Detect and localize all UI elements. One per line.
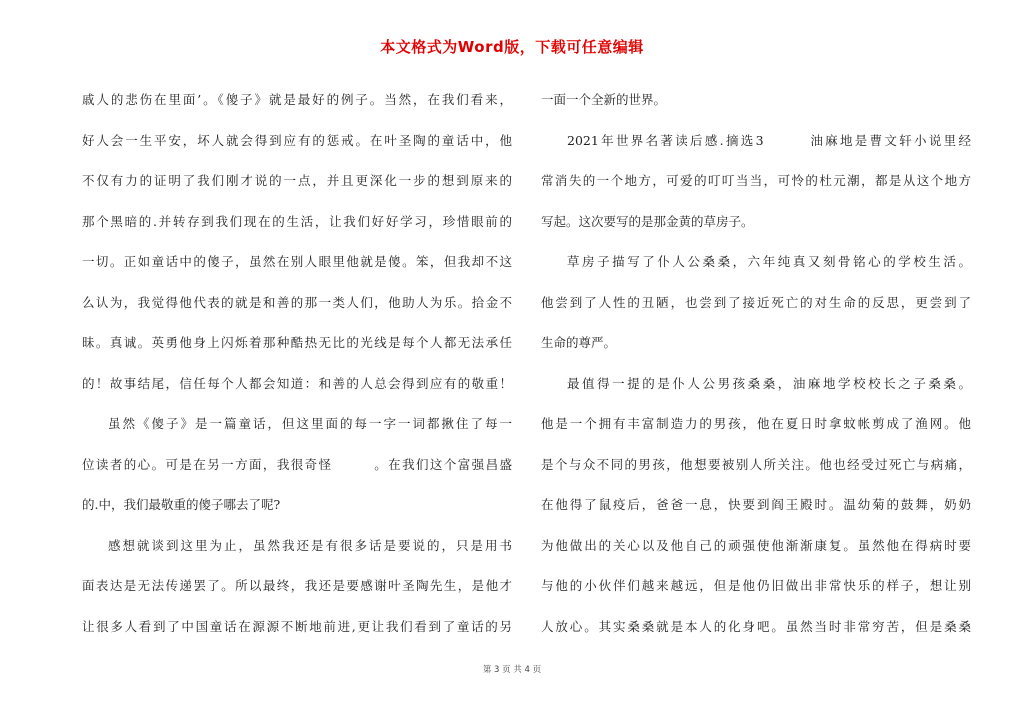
document-banner: 本文格式为Word版，下载可任意编辑 <box>380 38 644 56</box>
text-line: 感想就谈到这里为止，虽然我还是有很多话是要说的，只是用书 <box>108 537 512 553</box>
text-line: 位读者的心。可是在另一方面，我很奇怪 。在我们这个富强昌盛 <box>82 456 512 472</box>
text-line: 与他的小伙伴们越来越远，但是他仍旧做出非常快乐的样子，想让别 <box>541 578 971 593</box>
text-line: 常消失的一个地方，可爱的叮叮当当，可怜的杜元潮，都是从这个地方 <box>541 173 971 188</box>
text-line: 好人会一生平安，坏人就会得到应有的惩戒。在叶圣陶的童话中，他 <box>82 132 512 148</box>
left-column <box>82 80 512 647</box>
text-line: 生命的尊严。 <box>541 335 617 350</box>
text-line: 写起。这次要写的是那金黄的草房子。 <box>541 213 754 229</box>
right-column <box>541 80 971 647</box>
text-line: 的.中，我们最敬重的傻子哪去了呢? <box>82 497 281 512</box>
text-line: 2021年世界名著读后感.摘选3 油麻地是曹文轩小说里经 <box>567 132 971 148</box>
text-line: 是个与众不同的男孩，他想要被别人所关注。他也经受过死亡与病痛， <box>541 456 971 472</box>
text-line: 不仅有力的证明了我们刚才说的一点，并且更深化一步的想到原来的 <box>82 173 512 188</box>
text-line: 面表达是无法传递罢了。所以最终，我还是要感谢叶圣陶先生，是他才 <box>82 578 512 593</box>
text-line: 他是一个拥有丰富制造力的男孩，他在夏日时拿蚊帐剪成了渔网。他 <box>541 416 971 431</box>
text-line: 那个黑暗的.并转存到我们现在的生活，让我们好好学习，珍惜眼前的 <box>82 213 512 229</box>
text-line: 昧。真诚。英勇他身上闪烁着那种酷热无比的光线是每个人都无法承任 <box>82 335 512 350</box>
text-line: 人放心。其实桑桑就是本人的化身吧。虽然当时非常穷苦，但是桑桑 <box>541 618 971 634</box>
text-line: 么认为，我觉得他代表的就是和善的那一类人们，他助人为乐。拾金不 <box>82 294 512 310</box>
text-line: 的！故事结尾，信任每个人都会知道：和善的人总会得到应有的敬重！ <box>82 375 512 391</box>
text-line: 最值得一提的是仆人公男孩桑桑，油麻地学校校长之子桑桑。 <box>567 375 971 391</box>
text-line: 一切。正如童话中的傻子，虽然在别人眼里他就是傻。笨，但我却不这 <box>82 254 512 269</box>
text-line: 他尝到了人性的丑陋，也尝到了接近死亡的对生命的反思，更尝到了 <box>541 294 971 310</box>
text-line: 虽然《傻子》是一篇童话，但这里面的每一字一词都揪住了每一 <box>108 416 512 431</box>
text-line: 在他得了鼠疫后，爸爸一息，快要到阎王殿时。温幼菊的鼓舞，奶奶 <box>541 497 971 512</box>
text-line: 草房子描写了仆人公桑桑，六年纯真又刻骨铭心的学校生活。 <box>567 254 971 269</box>
text-line: 戚人的悲伤在里面’。《傻子》就是最好的例子。当然，在我们看来， <box>82 92 512 107</box>
text-line: 让很多人看到了中国童话在源源不断地前进,更让我们看到了童话的另 <box>82 618 512 634</box>
text-line: 为他做出的关心以及他自己的顽强使他渐渐康复。虽然他在得病时要 <box>541 537 971 553</box>
page-number: 第 3 页 共 4 页 <box>482 665 542 675</box>
text-line: 一面一个全新的世界。 <box>541 92 667 107</box>
